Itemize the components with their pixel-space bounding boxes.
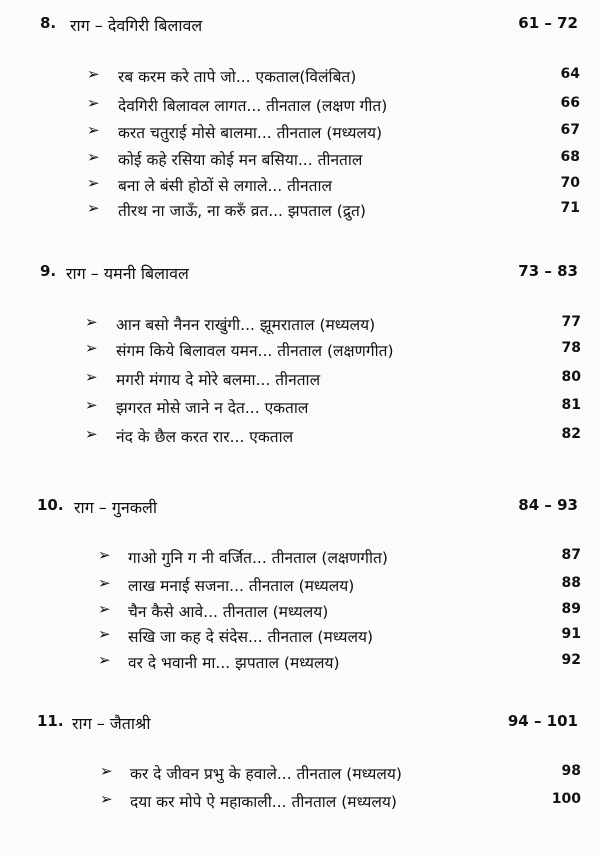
toc-entry: [0, 368, 600, 394]
section-raag-yamani-bilawal: [0, 262, 600, 292]
entry-title: झगरत मोसे जाने न देत... एकताल: [116, 399, 309, 417]
section-number: 11.: [37, 712, 64, 730]
toc-entry: [0, 65, 600, 91]
entry-page: 80: [561, 369, 581, 385]
arrow-bullet-icon: ➢: [100, 762, 113, 780]
entry-title: बना ले बंसी होठों से लगाले... तीनताल: [118, 177, 332, 195]
arrow-bullet-icon: ➢: [85, 396, 98, 414]
section-title: राग – देवगिरी बिलावल: [70, 16, 203, 35]
entry-page: 98: [561, 763, 581, 779]
section-raag-jaitashri: [0, 712, 600, 742]
toc-entry: [0, 121, 600, 147]
arrow-bullet-icon: ➢: [85, 425, 98, 443]
section-raag-devgiri-bilawal: [0, 14, 600, 44]
entry-page: 92: [561, 652, 581, 668]
toc-entry: [0, 396, 600, 422]
arrow-bullet-icon: ➢: [87, 94, 100, 112]
toc-entry: [0, 651, 600, 677]
entry-page: 77: [561, 314, 581, 330]
toc-entry: [0, 425, 600, 451]
entry-page: 66: [560, 95, 580, 111]
entry-page: 82: [561, 426, 581, 442]
entry-title: रब करम करे तापे जो... एकताल(विलंबित): [118, 68, 357, 86]
page-range: 61 – 72: [518, 14, 578, 32]
page-range: 84 – 93: [518, 496, 578, 514]
page-range: 94 – 101: [507, 712, 578, 730]
entry-title: आन बसो नैनन राखुंगी... झूमराताल (मध्यलय): [116, 316, 376, 334]
arrow-bullet-icon: ➢: [98, 600, 111, 618]
section-header: [0, 262, 600, 292]
toc-entry: [0, 546, 600, 572]
entry-title: दया कर मोपे ऐ महाकाली... तीनताल (मध्यलय): [130, 793, 397, 811]
toc-entry: [0, 339, 600, 365]
toc-entry: [0, 790, 600, 816]
section-header: [0, 496, 600, 526]
section-title: राग – जैताश्री: [72, 714, 151, 733]
entry-page: 64: [560, 66, 580, 82]
entry-page: 81: [561, 397, 581, 413]
section-number: 9.: [40, 262, 57, 280]
arrow-bullet-icon: ➢: [98, 546, 111, 564]
arrow-bullet-icon: ➢: [87, 148, 100, 166]
page-range: 73 – 83: [518, 262, 578, 280]
entry-title: सखि जा कह दे संदेस... तीनताल (मध्यलय): [128, 628, 374, 646]
entry-title: वर दे भवानी मा... झपताल (मध्यलय): [128, 654, 340, 672]
arrow-bullet-icon: ➢: [98, 574, 111, 592]
section-number: 8.: [40, 14, 57, 32]
arrow-bullet-icon: ➢: [87, 121, 100, 139]
entry-title: संगम किये बिलावल यमन... तीनताल (लक्षणगीत): [116, 342, 394, 360]
section-title: राग – यमनी बिलावल: [66, 264, 189, 283]
toc-entry: [0, 625, 600, 651]
entry-page: 67: [560, 122, 580, 138]
entry-title: गाओ गुनि ग नी वर्जित... तीनताल (लक्षणगीत): [128, 549, 388, 567]
arrow-bullet-icon: ➢: [87, 65, 100, 83]
toc-entry: [0, 94, 600, 120]
entry-page: 91: [561, 626, 581, 642]
toc-entry: [0, 600, 600, 626]
arrow-bullet-icon: ➢: [85, 368, 98, 386]
section-header: [0, 712, 600, 742]
toc-entry: [0, 199, 600, 225]
arrow-bullet-icon: ➢: [87, 174, 100, 192]
entry-title: नंद के छैल करत रार... एकताल: [116, 428, 294, 446]
toc-entry: [0, 148, 600, 174]
arrow-bullet-icon: ➢: [100, 790, 113, 808]
entry-title: चैन कैसे आवे... तीनताल (मध्यलय): [128, 603, 329, 621]
toc-entry: [0, 574, 600, 600]
entry-page: 68: [560, 149, 580, 165]
entry-title: लाख मनाई सजना... तीनताल (मध्यलय): [128, 577, 355, 595]
section-raag-gunkali: [0, 496, 600, 526]
section-title: राग – गुनकली: [74, 498, 158, 517]
section-number: 10.: [37, 496, 64, 514]
entry-title: कर दे जीवन प्रभु के हवाले... तीनताल (मध्यलय): [130, 765, 402, 783]
entry-page: 88: [561, 575, 581, 591]
entry-page: 100: [551, 791, 581, 807]
toc-entry: [0, 313, 600, 339]
entry-title: तीरथ ना जाऊँ, ना करुँ व्रत... झपताल (द्रुत): [118, 202, 366, 220]
entry-page: 71: [560, 200, 580, 216]
arrow-bullet-icon: ➢: [98, 651, 111, 669]
entry-page: 78: [561, 340, 581, 356]
section-header: [0, 14, 600, 44]
toc-entry: [0, 174, 600, 200]
entry-title: देवगिरी बिलावल लागत... तीनताल (लक्षण गीत): [118, 97, 388, 115]
entry-page: 89: [561, 601, 581, 617]
entry-title: कोई कहे रसिया कोई मन बसिया... तीनताल: [118, 151, 363, 169]
entry-title: मगरी मंगाय दे मोरे बलमा... तीनताल: [116, 371, 321, 389]
arrow-bullet-icon: ➢: [98, 625, 111, 643]
entry-title: करत चतुराई मोसे बालमा... तीनताल (मध्यलय): [118, 124, 383, 142]
arrow-bullet-icon: ➢: [85, 339, 98, 357]
toc-entry: [0, 762, 600, 788]
entry-page: 87: [561, 547, 581, 563]
arrow-bullet-icon: ➢: [85, 313, 98, 331]
arrow-bullet-icon: ➢: [87, 199, 100, 217]
entry-page: 70: [560, 175, 580, 191]
